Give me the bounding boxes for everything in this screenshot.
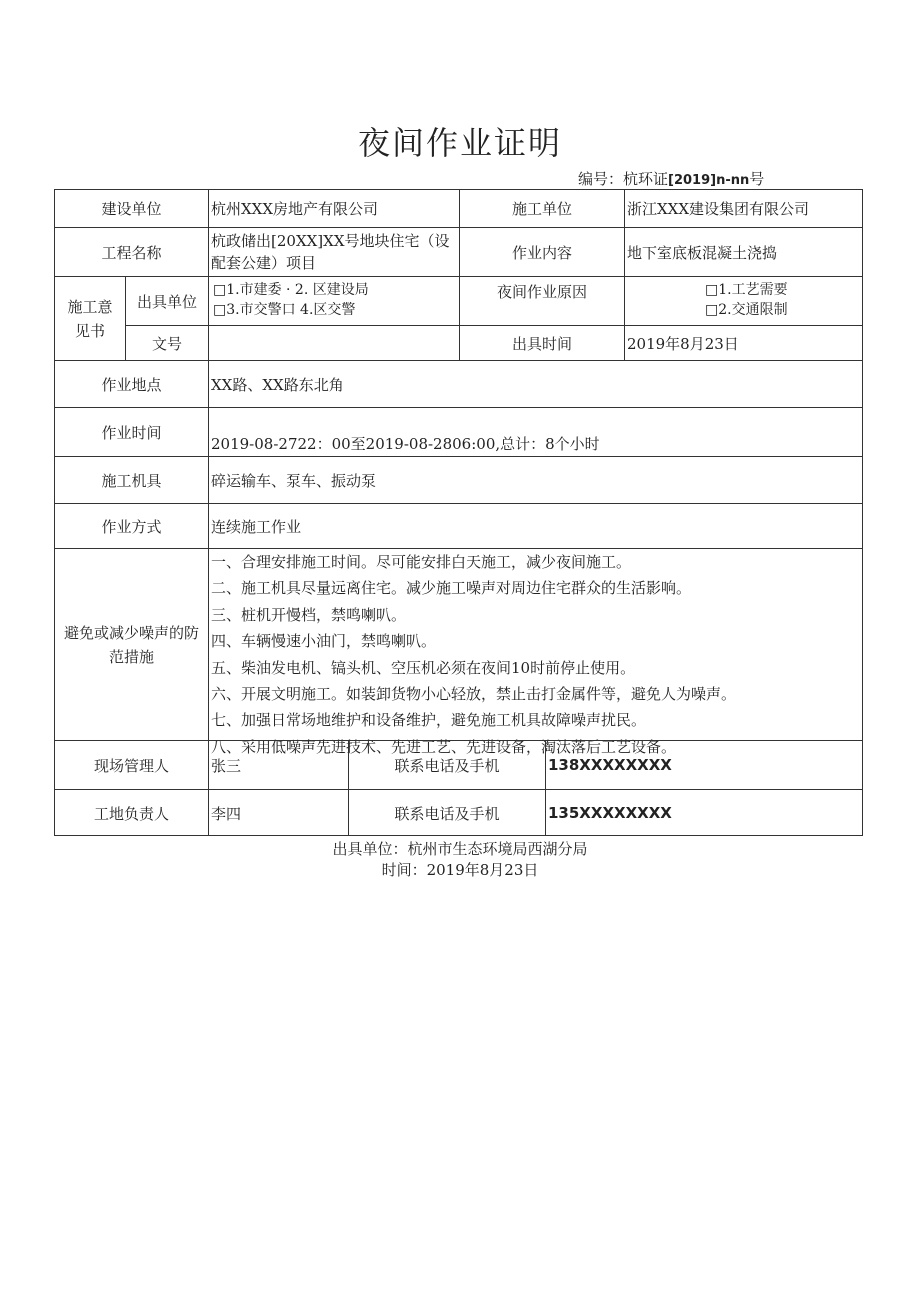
doc-number-label: 文号: [125, 325, 208, 360]
night-reason-label: 夜间作业原因: [459, 276, 624, 325]
document-number-code: [2019]n-nn: [668, 173, 750, 188]
document-number-label: 编号：杭环证: [578, 170, 669, 188]
doc-number-value[interactable]: [208, 325, 459, 360]
footer-time: 时间：2019年8月23日: [381, 861, 539, 879]
site-chief-phone-label: 联系电话及手机: [348, 789, 545, 836]
project-label: 工程名称: [54, 227, 208, 276]
opinion-label: 施工意见书: [54, 276, 125, 360]
document-title: 夜间作业证明: [357, 124, 562, 162]
location-label: 作业地点: [54, 360, 208, 407]
document-number: [578, 168, 764, 189]
method-value: 连续施工作业: [208, 503, 863, 548]
method-label: 作业方式: [54, 503, 208, 548]
contractor-value: 浙江XXX建设集团有限公司: [624, 189, 863, 227]
measure-item: 三、桩机开慢档，禁鸣喇叭。: [211, 605, 407, 624]
measure-item: 二、施工机具尽量远离住宅。减少施工噪声对周边住宅群众的生活影响。: [211, 579, 692, 598]
worktime-label: 作业时间: [54, 407, 208, 456]
builder-label: 建设单位: [54, 189, 208, 227]
measure-item: 七、加强日常场地维护和设备维护，避免施工机具故障噪声扰民。: [211, 711, 647, 730]
night-reason-option-1[interactable]: □1.工艺需要: [705, 282, 788, 298]
footer-issuer: 出具单位：杭州市生态环境局西湖分局: [332, 840, 588, 858]
night-reason-options: [624, 276, 863, 325]
contractor-label: 施工单位: [459, 189, 624, 227]
measures-label: 避免或减少噪声的防范措施: [54, 548, 208, 740]
machinery-value: 碎运输车、泵车、振动泵: [208, 456, 863, 503]
site-chief-phone: 135XXXXXXXX: [545, 789, 863, 836]
issuer-option-1[interactable]: □1.市建委 · 2. 区建设局: [213, 282, 369, 298]
project-value: [208, 227, 459, 276]
machinery-label: 施工机具: [54, 456, 208, 503]
measure-item: 一、合理安排施工时间。尽可能安排白天施工，减少夜间施工。: [211, 553, 632, 571]
site-manager-phone-label: 联系电话及手机: [348, 740, 545, 789]
issuer-options: [208, 276, 459, 325]
measure-item: 六、开展文明施工。如装卸货物小心轻放，禁止击打金属件等，避免人为噪声。: [211, 684, 737, 703]
worktime-value: 2019-08-2722：00至2019-08-2806:00,总计：8个小时: [208, 407, 863, 456]
site-chief-label: 工地负责人: [54, 789, 208, 836]
issue-time-label: 出具时间: [459, 325, 624, 360]
location-value: XX路、XX路东北角: [208, 360, 863, 407]
builder-value: 杭州XXX房地产有限公司: [208, 189, 459, 227]
site-chief-value: 李四: [208, 789, 348, 836]
project-value-text: 杭政储出[20XX]XX号地块住宅（设配套公建）项目: [211, 232, 450, 272]
document-number-suffix: 号: [749, 170, 765, 188]
issuer-option-2[interactable]: □3.市交警口 4.区交警: [213, 302, 356, 318]
measure-item: 五、柴油发电机、镐头机、空压机必须在夜间10时前停止使用。: [211, 658, 636, 677]
site-manager-value: 张三: [208, 740, 348, 789]
night-reason-option-2[interactable]: □2.交通限制: [705, 302, 788, 318]
issuer-label: 出具单位: [125, 276, 208, 325]
issue-time-value: 2019年8月23日: [624, 325, 863, 360]
measure-item: 八、采用低噪声先进技术、先进工艺、先进设备，淘汰落后工艺设备。: [211, 737, 677, 756]
measures-list[interactable]: [208, 548, 863, 756]
site-manager-label: 现场管理人: [54, 740, 208, 789]
site-manager-phone: 138XXXXXXXX: [545, 740, 863, 789]
measure-item: 四、车辆慢速小油门，禁鸣喇叭。: [211, 632, 437, 651]
work-content-label: 作业内容: [459, 227, 624, 276]
work-content-value: 地下室底板混凝土浇捣: [624, 227, 863, 276]
